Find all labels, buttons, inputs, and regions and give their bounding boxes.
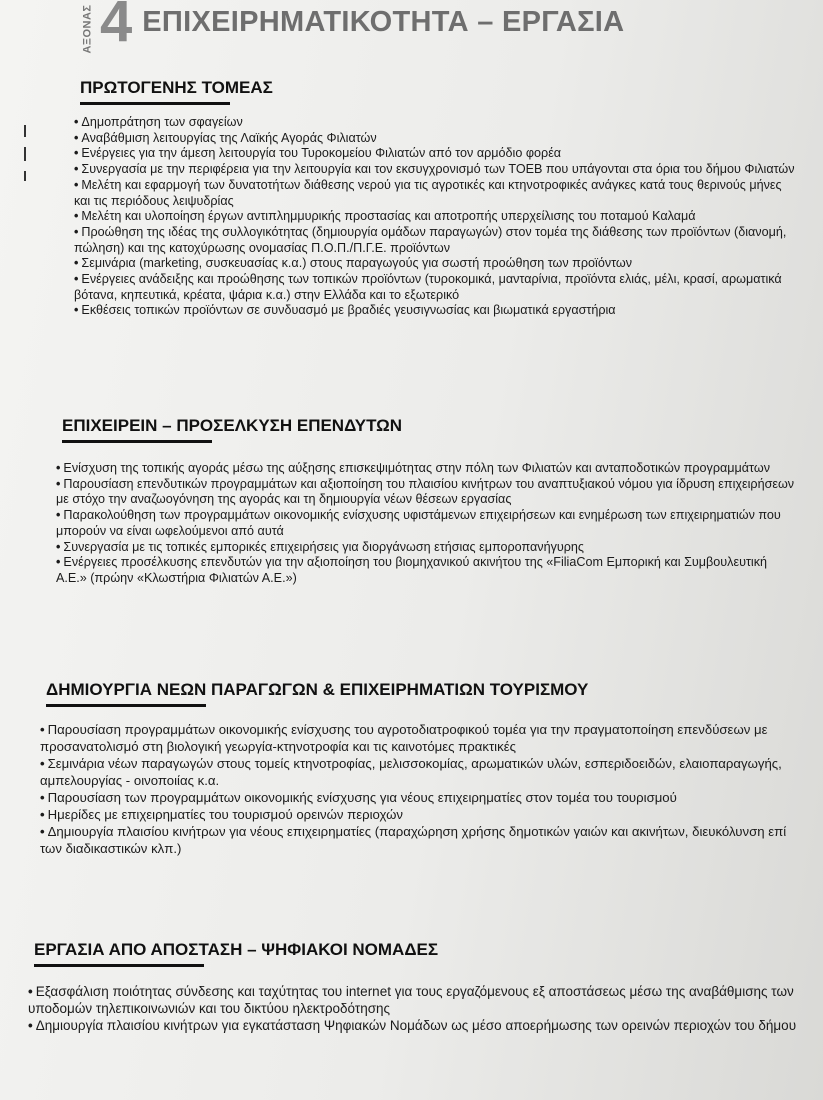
section-title: ΔΗΜΙΟΥΡΓΙΑ ΝΕΩΝ ΠΑΡΑΓΩΓΩΝ & ΕΠΙΧΕΙΡΗΜΑΤΙΩΝ ΤΟΥΡΙΣΜΟΥ [46,680,589,699]
axis-number: 4 [100,0,133,54]
section-underline [80,102,230,105]
section-primary-sector [0,78,823,319]
list-item: • Δημιουργία πλαισίου κινήτρων για εγκατάσταση Ψηφιακών Νομάδων ως μέσο αποερήμωσης των ορεινών περιοχών του δήμου [28,1018,797,1034]
list-item: • Παρουσίαση των προγραμμάτων οικονομικής ενίσχυσης για νέους επιχειρηματίες στον τομέα του τουρισμού [40,790,677,805]
section-new-producers [0,680,823,857]
list-item: • Παρουσίαση προγραμμάτων οικονομικής ενίσχυσης του αγροτοδιατροφικού τομέα για την πραγματοποίηση επενδύσεων με προσανατολισμό στη βιολογική γεωργία-κτηνοτροφία και τις καινοτόμες πρακτικές [40,722,768,754]
list-item: • Παρουσίαση επενδυτικών προγραμμάτων και αξιοποίηση του πλαισίου κινήτρων του αναπτυξιακού νόμου για ίδρυση επιχειρήσεων με στόχο την αναζωογόνηση της αγοράς και τη δημιουργία νέων θέσεων εργασίας [56,476,795,507]
section-title: ΕΠΙΧΕΙΡΕΙΝ – ΠΡΟΣΕΛΚΥΣΗ ΕΠΕΝΔΥΤΩΝ [62,416,403,435]
section-title: ΠΡΩΤΟΓΕΝΗΣ ΤΟΜΕΑΣ [80,78,273,97]
list-item: • Συνεργασία με τις τοπικές εμπορικές επιχειρήσεις για διοργάνωση ετήσιας εμποροπανήγυρης [56,539,585,554]
axis-label [78,0,98,58]
section-investment [0,416,823,587]
list-item: • Συνεργασία με την περιφέρεια για την λειτουργία και τον εκσυγχρονισμό των ΤΟΕΒ που υπάγονται στα όρια του δήμου Φιλιατών [74,162,795,177]
list-item: • Ενέργειες ανάδειξης και προώθησης των τοπικών προϊόντων (τυροκομικά, μανταρίνια, προϊόντα ελιάς, μέλι, κρασί, αρωματικά βότανα, κηπευτικά, κρέατα, ψάρια κ.α.) στην Ελλάδα και το εξωτερικό [74,272,782,302]
list-item: • Σεμινάρια (marketing, συσκευασίας κ.α.) στους παραγωγούς για σωστή προώθηση των προϊόντων [74,256,633,271]
section-remote-work [0,940,823,1035]
list-item: • Εκθέσεις τοπικών προϊόντων σε συνδυασμό με βραδιές γευσιγνωσίας και βιωματικά εργαστήρια [74,303,616,318]
list-item: • Μελέτη και υλοποίηση έργων αντιπλημμυρικής προστασίας και αποτροπής υπερχείλισης του ποταμού Καλαμά [74,209,696,224]
list-item: • Παρακολούθηση των προγραμμάτων οικονομικής ενίσχυσης υφιστάμενων επιχειρήσεων και ενημέρωση των επιχειρηματιών που μπορούν να είναι ωφελούμενοι από αυτά [56,508,781,538]
list-item: • Ημερίδες με επιχειρηματίες του τουρισμού ορεινών περιοχών [40,807,403,822]
list-item: • Εξασφάλιση ποιότητας σύνδεσης και ταχύτητας του internet για τους εργαζόμενους εξ αποστάσεως μέσω της αναβάθμισης των υποδομών τηλεπικοινωνιών και του δικτύου ηλεκτροδότησης [28,984,794,1017]
list-item: • Μελέτη και εφαρμογή των δυνατοτήτων διάθεσης νερού για τις αγροτικές και κτηνοτροφικές ανάγκες κατά τους θερινούς μήνες και τις περιόδους λειψυδρίας [74,177,782,208]
list-item: • Ενέργειες προσέλκυσης επενδυτών για την αξιοποίηση του βιομηχανικού ακινήτου της «FiliaCom Εμπορική και Συμβουλευτική Α.Ε.» (πρώην «Κλωστήρια Φιλιατών Α.Ε.») [56,555,768,585]
axis-label-text: ΑΞΟΝΑΣ [82,4,95,54]
page-header [78,0,624,60]
list-item: • Σεμινάρια νέων παραγωγών στους τομείς κτηνοτροφίας, μελισσοκομίας, αρωματικών υλών, εσπεριδοειδών, ελαιοπαραγωγής, αμπελουργίας - οινοποιίας κ.α. [40,756,782,788]
list-item: • Ενέργειες για την άμεση λειτουργία του Τυροκομείου Φιλιατών από τον αρμόδιο φορέα [74,146,562,161]
section-underline [34,964,204,967]
list-item: • Αναβάθμιση λειτουργίας της Λαϊκής Αγοράς Φιλιατών [74,130,377,145]
list-item: • Δημοπράτηση των σφαγείων [74,115,243,129]
section-underline [46,704,206,707]
list-item: • Δημιουργία πλαισίου κινήτρων για νέους επιχειρηματίες (παραχώρηση χρήσης δημοτικών γαιών και ακινήτων, διευκόλυνση επί των διαδικαστικών κλπ.) [40,824,787,856]
section-underline [62,440,212,443]
list-item: • Προώθηση της ιδέας της συλλογικότητας (δημιουργία ομάδων παραγωγών) στον τομέα της διάθεσης των προϊόντων (διανομή, πώληση) και της κατοχύρωσης ονομασίας Π.Ο.Π./Π.Γ.Ε. προϊόντων [74,224,787,255]
section-title: ΕΡΓΑΣΙΑ ΑΠΟ ΑΠΟΣΤΑΣΗ – ΨΗΦΙΑΚΟΙ ΝΟΜΑΔΕΣ [34,940,439,959]
list-item: • Ενίσχυση της τοπικής αγοράς μέσω της αύξησης επισκεψιμότητας στην πόλη των Φιλιατών και ανταποδοτικών προγραμμάτων [56,461,770,475]
axis-title: ΕΠΙΧΕΙΡΗΜΑΤΙΚΟΤΗΤΑ – ΕΡΓΑΣΙΑ [142,6,625,38]
